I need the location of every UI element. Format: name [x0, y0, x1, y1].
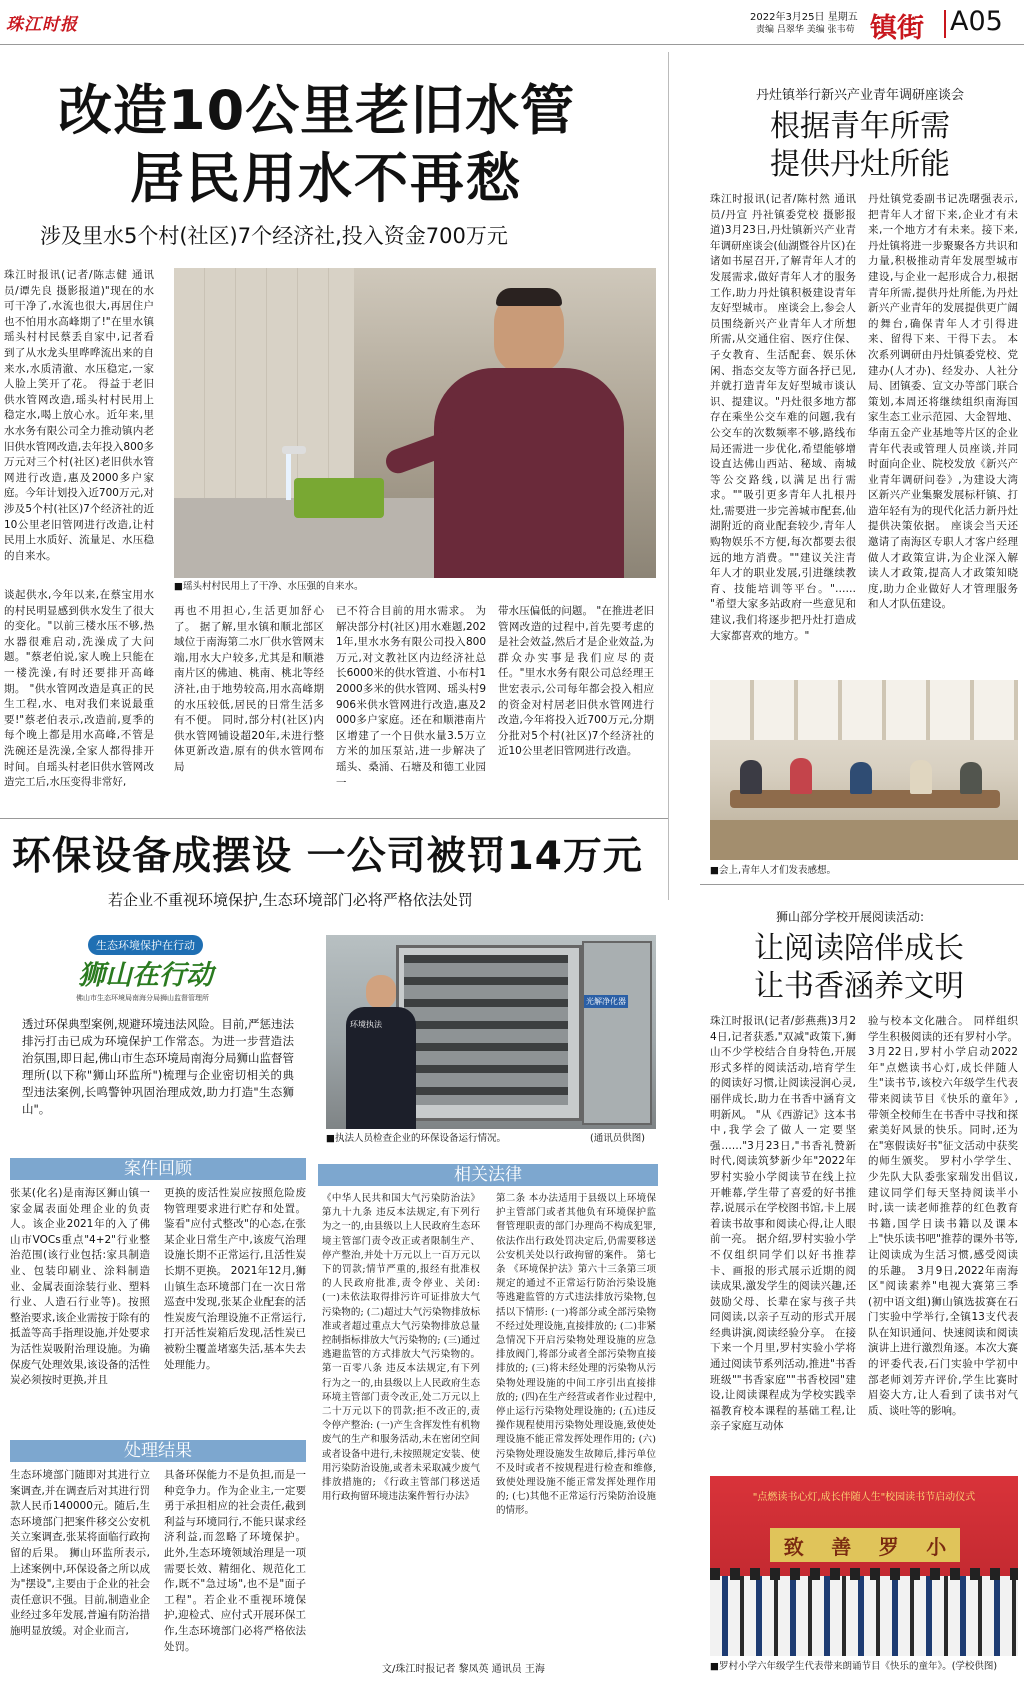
main-photo-caption: ■瑶头村村民用上了干净、水压强的自来水。	[174, 581, 364, 592]
meeting-photo	[710, 680, 1018, 860]
inspection-photo-caption: ■执法人员检查企业的环保设备运行情况。	[326, 1133, 506, 1144]
main-article-bottom-rule	[0, 818, 668, 819]
reading-col2: 验与校本文化融合。 同样组织学生积极阅读的还有罗村小学。3月22日,罗村小学启动2022年"点燃读书心灯,成长伴随人生"读书节,该校六年级学生代表带来阅读节目《快乐的童年》,带领全校师生在书香中寻找和探索美好风景的快乐。同时,还为在"寒假读好书"征文活动中获奖的师生颁奖。 罗村小学学生、少先队大队委张家瑞发出倡议,建议同学们每天坚持阅读半小时,读一读老师推荐的红色教育书籍,国学日读书籍以及课本上"快乐读书吧"推荐的课外书等,让阅读成为生活习惯,感受阅读的乐趣。 3月9日,2022年南海区"阅读素养"电视大赛第三季(初中语文组)狮山镇选拔赛在石门实验中学举行,全镇13支代表队在知识通问、快速阅读和阅读演讲上进行激烈角逐。本次大赛的评委代表,石门实验中学初中部老师刘芳卉评价,学生比赛时眉姿大方,让人看到了读书对气质、谈吐等的影响。	[868, 1015, 1018, 1417]
reading-col1: 珠江时报讯(记者/彭燕燕)3月24日,记者获悉,"双减"政策下,狮山不少学校结合自身特色,开展形式多样的阅读活动,培育学生的阅读好习惯,让阅读浸润心灵,丽伴成长,助力在书香中涵育文明新风。 "从《西游记》这本书中,我学会了做人一定要坚强……"3月23日,"书香礼赞新时代,阅读筑梦新少年"2022年罗村实验小学阅读节在线上拉开帷幕,学生带了喜爱的好书推荐,说展示在学校图书馆,卡上展着读书故事和阅读心得,让人眼前一亮。 据介绍,罗村实验小学不仅组织同学们以好书推荐卡、画报的形式展示近期的阅读成果,激发学生的阅读兴趣,还鼓励父母、长辈在家与孩子共同阅读,以亲子互动的形式开展经典讲演,阅读经验分享。 在接下来一个月里,罗村实验小学将通过阅读节系列活动,推进"书香班级""书香家庭""书香校园"建设,让阅读课程成为学校实践幸福教育校本课程的基础工程,让亲子家庭互动体	[710, 1015, 856, 1433]
issue-editors: 责编 吕翠华 美编 张韦苟	[756, 25, 855, 35]
inspector-vest-label: 环境执法	[350, 1020, 382, 1029]
green-basket	[294, 478, 384, 518]
attendee-4	[910, 760, 932, 794]
main-article-col2: 再也不用担心,生活更加舒心了。 据了解,里水镇和顺北部区域位于南海第二水厂供水管网末端,用水大户较多,尤其是和顺港南片区的佛迪、桃南、桃北等经济社,由于地势较高,用水高峰期的水压较低,居民的日常生活多有不便。 同时,部分村(社区)内供水管网铺设超20年,未进行整体更新改造,原有的供水管网布局	[174, 605, 324, 773]
env-byline: 文/珠江时报记者 黎凤英 通讯员 王海	[382, 1664, 545, 1675]
main-subheadline: 涉及里水5个村(社区)7个经济社,投入资金700万元	[40, 224, 508, 248]
law-col2: 第二条 本办法适用于县级以上环境保护主管部门或者其他负有环境保护监督管理职责的部门办理尚不构成犯罪,依法作出行政处罚决定后,仍需要移送公安机关处以行政拘留的案件。 第七条 《环境保护法》第六十三条第三项规定的通过不正常运行防治污染设施等逃避监管的方式违法排放污染物,包括以下情形: (一)将部分或全部污染物不经过处理设施,直接排放的; (二)非紧急情况下开启污染物处理设施的应急排放阀门,将部分或者全部污染物直接排放的; (三)将未经处理的污染物从污染物处理设施的中间工序引出直接排放的; (四)在生产经营或者作业过程中,停止运行污染物处理设施的; (五)违反操作规程使用污染物处理设施,致使处理设施不能正常发挥处理作用的; (六)污染物处理设施发生故障后,排污单位不及时或者不按规程进行检查和维修,致使处理设施不能正常发挥处理作用的; (七)其他不正常运行污染防治设施的情形。	[496, 1193, 656, 1517]
case-review-col2: 更换的废活性炭应按照危险废物管理要求进行贮存和处置。 鉴看"应付式整改"的心态,在张某企业日常生产中,该废气治理设施长期不正常运行,且活性炭长期不更换。 2021年12月,狮山镇生态环境部门在一次日常巡查中发现,张某企业配套的活性炭废气治理设施不正常运行,打开活性炭箱后发现,活性炭已被粉尘覆盖堵塞失活,基本失去处理能力。	[164, 1187, 306, 1371]
badge-main-label: 狮山在行动	[78, 960, 213, 991]
column-divider	[668, 52, 669, 900]
board-char-3: 罗	[878, 1534, 899, 1559]
students-heads	[710, 1568, 1018, 1580]
main-article-col4: 带水压偏低的问题。 "在推进老旧管网改造的过程中,首先要考虑的是社会效益,然后才是企业效益,为群众办实事是我们应尽的责任。"里水水务有限公司总经理王世宏表示,公司每年都会投入相应的资金对村居老旧供水管网进行改造,今年将投入近700万元,分期分批对5个村(社区)7个经济社的近10公里老旧管网进行改造。	[498, 605, 654, 758]
reading-stage-photo	[710, 1476, 1018, 1656]
right-article1-col1: 珠江时报讯(记者/陈村然 通讯员/丹宣 丹社镇委党校 摄影报道)3月23日,丹灶镇新兴产业青年调研座谈会(仙湖暨谷片区)在诸如书屋召开,了解青年人才的发展需求,做好青年人才的服务工作,助力丹灶镇积极建设青年友好型城市。 座谈会上,参会人员围绕新兴产业青年人才所想所需,从交通住宿、医疗住保、子女教育、生活配套、娱乐休闲、指态交友等方面各抒已见,并就打造青年友好型城市谈认识、提建议。"丹灶很多地方都存在乘坐公交车难的问题,我有公交车的次数频率不够,路线布局还需进一步优化,希望能够增设直达佛山西站、秘域、南城等公交路线,以满足出行需求。""吸引更多青年人扎根丹灶,需要进一步完善城市配套,仙湖附近的商业配套较少,青年人购物娱乐不方便,每次都要去很远的地方消费。""建议关注青年人才的职业发展,引进继续教育、技能培训等平台。"…… "希望大家多站政府一些意见和建议,我们将逐步把丹灶打造成大家都喜欢的地方。"	[710, 193, 856, 642]
meeting-floor	[710, 820, 1018, 860]
reading-headline2: 让书香涵养文明	[754, 969, 964, 1004]
attendee-1	[740, 760, 762, 794]
case-review-col1: 张某(化名)是南海区狮山镇一家金属表面处理企业的负责人。该企业2021年的入了佛山市VOCs重点"4+2"行业整治范围(该行业包括:家具制造业、包装印刷业、涂料制造业、金属表面涂装行业、塑料行业、人造石行业等)。按照整治要求,该企业需按于除有的抵盖等高手指理设施,并处要求为活性炭吸附治理设施。为确保废气处理效果,该设备的活性炭必须按时更换,并且	[10, 1187, 150, 1387]
env-subheadline: 若企业不重视环境保护,生态环境部门必将严格依法处罚	[108, 891, 473, 909]
case-review-bar: 案件回顾	[10, 1158, 306, 1180]
main-article-col3: 已不符合目前的用水需求。 为解决部分村(社区)用水难题,2021年,里水水务有限公司投入800万元,对文教社区内边经济社总长6000米的供水管道、小布村12000多米的供水管网、瑶头村9906米供水管网进行改造,惠及2000多户家庭。还在和顺港南片区增建了一个日供水量3.5万立方米的加压泵站,进一步解决了瑶头、桑涌、石塘及和德工业园一	[336, 605, 486, 789]
main-article-col1: 珠江时报讯(记者/陈志健 通讯员/谭先良 摄影报道)"现在的水可干净了,水流也很大,再居住户也不怕用水高峰期了!"在里水镇瑶头村村民蔡丢自家中,记者看到了从水龙头里哗哗流出来的自来水,水质清澈、水压稳定,一家人脸上笑开了花。 得益于老旧供水管网改造,瑶头村村民用上稳定水,喝上放心水。近年来,里水水务有限公司全力推动镇内老旧供水管网改造,去年投入800多万元对三个村(社区)老旧供水管网进行改造,惠及2000多户家庭。今年计划投入近700万元,对涉及5个村(社区)7个经济社的近10公里老旧管网进行改造,让村民用上水质好、流量足、水压稳的自来水。	[4, 269, 154, 562]
main-headline-line2: 居民用水不再愁	[130, 147, 522, 210]
reading-kicker: 狮山部分学校开展阅读活动:	[776, 910, 925, 924]
right-article1-col2: 丹灶镇党委副书记冼曙强表示,把青年人才留下来,企业才有未来,一个地方才有未来。接下来,丹灶镇将进一步聚聚各方共识和力量,积极推动青年发展型城市建设,与企业一起形成合力,根据青年所需,提供丹灶所能,为丹灶新兴产业青年的发展提供更广阔的舞台,确保青年人才引得进来、留得下来、干得下去。 本次系列调研由丹灶镇委党校、党建办(人才办)、经发办、人社分局、团镇委、宣文办等部门联合策划,本周还将继续组织南海国家生态工业示范园、大金智地、华南五金产业基地等片区的企业青年代表或管理人员座谈,并同时面向企业、院校发放《新兴产业青年调研问卷》,为建设大湾区新兴产业集聚发展标杆镇、打造年轻有为的现代化活力新丹灶提供决策依据。 座谈会当天还邀请了南海区专职人才客户经理做人才政策宣讲,为企业深入解读人才政策,提高人才政策知晓度,助力企业做好人才管理服务和人才队伍建设。	[868, 193, 1018, 611]
attendee-5	[960, 762, 982, 794]
masthead-rule	[0, 44, 1024, 45]
section-title: 镇街	[870, 13, 924, 44]
stage-banner: "点燃读书心灯,成长伴随人生"校园读书节启动仪式	[752, 1492, 976, 1503]
env-intro: 透过环保典型案例,规避环境违法风险。目前,严惩违法排污打击已成为环境保护工作常态。为进一步营造法治氛围,即日起,佛山市生态环境局南海分局狮山监督管理所(以下称"狮山环监所")梳理与企业密切相关的典型违法案例,长鸣警钟巩固治理成效,助力打造"生态狮山"。	[22, 1017, 294, 1116]
section-divider	[944, 10, 946, 38]
issue-date: 2022年3月25日 星期五	[750, 12, 858, 23]
water-stream	[286, 454, 291, 500]
inspector-figure	[346, 975, 416, 1129]
attendee-2	[790, 758, 812, 794]
result-col1: 生态环境部门随即对其进行立案调查,并在调查后对其进行罚款人民币140000元。随后,生态环境部门把案件移交公安机关立案调查,张某将面临行政拘留的后果。 狮山环监所表示,上述案例中,环保设备之所以成为"摆设",主要由于企业的社会责任意识不强。目前,制造业企业经过多年发展,普遍有防治措施明显放缓。对企业而言,	[10, 1469, 150, 1637]
right-article1-kicker: 丹灶镇举行新兴产业青年调研座谈会	[756, 88, 965, 103]
right-article1-headline2: 提供丹灶所能	[770, 147, 950, 182]
result-col2: 具备环保能力不是负担,而是一种竞争力。作为企业主,一定要勇于承担相应的社会责任,截到利益与环境同行,不能只谋求经济利益,而忽略了环境保护。 此外,生态环境领域治理是一项需要长效、精细化、规范化工作,既不"急过场",也不是"面子工程"。若企业不重视环境保护,迎检式、应付式开展环保工作,生态环境部门必将严格依法处罚。	[164, 1469, 306, 1653]
board-char-1: 致	[783, 1534, 804, 1559]
inspection-photo-credit: (通讯员供图)	[590, 1133, 645, 1144]
paper-logo: 珠江时报	[6, 15, 78, 35]
right-article1-headline1: 根据青年所需	[770, 109, 950, 144]
main-photo	[174, 268, 656, 578]
lion-mountain-badge	[68, 935, 248, 1007]
students-row	[710, 1576, 1018, 1656]
result-bar: 处理结果	[10, 1440, 306, 1462]
reading-photo-caption: ■罗村小学六年级学生代表带来朗诵节目《快乐的童年》。(学校供图)	[710, 1661, 998, 1672]
inspection-photo	[326, 935, 656, 1129]
faucet	[282, 446, 306, 454]
machine-label: 光解净化器	[586, 997, 626, 1006]
reading-headline1: 让阅读陪伴成长	[754, 931, 964, 966]
env-headline: 环保设备成摆设 一公司被罚14万元	[12, 834, 643, 879]
meeting-windows	[710, 680, 1018, 740]
main-article-col1b: 谈起供水,今年以来,在蔡宝用水的村民明显感到供水发生了很大的变化。"以前三楼水压不够,热水器很难启动,洗澡成了大问题。"蔡老伯说,家人晚上只能在一楼洗澡,有时还要排开高峰期。 "供水管网改造是真正的民生工程,水、电对我们来说最重要!"蔡老伯表示,改造前,夏季的每个晚上都是用水高峰,不管是洗碗还是洗澡,全家人都得排开时间。自瑶头村老旧供水管网改造完工后,水压变得非常好,	[4, 589, 154, 789]
resident-figure	[434, 288, 624, 578]
badge-top-label: 生态环境保护在行动	[88, 935, 203, 955]
attendee-3	[850, 762, 872, 794]
cabinet-shelves	[404, 955, 568, 1105]
board-char-4: 小	[926, 1534, 947, 1559]
law-col1: 《中华人民共和国大气污染防治法》 第九十九条 违反本法规定,有下列行为之一的,由县级以上人民政府生态环境主管部门责令改正或者限制生产、停产整治,并处十万元以上一百万元以下的罚款;情节严重的,报经有批准权的人民政府批准,责令停业、关闭: (一)未依法取得排污许可证排放大气污染物的; (二)超过大气污染物排放标准或者超过重点大气污染物排放总量控制指标排放大气污染物的; (三)通过逃避监管的方式排放大气污染物的。 第一百零八条 违反本法规定,有下列行为之一的,由县级以上人民政府生态环境主管部门责令改正,处二万元以上二十万元以下的罚款;拒不改正的,责令停产整治: (一)产生含挥发性有机物废气的生产和服务活动,未在密闭空间或者设备中进行,未按照规定安装、使用污染防治设施,或者未采取减少废气排放措施的; 《行政主管部门移送适用行政拘留环境违法案件暂行办法》	[322, 1193, 480, 1503]
stage-board	[770, 1528, 960, 1562]
badge-sub-label: 佛山市生态环境局南海分局狮山监督管理所	[76, 994, 209, 1002]
main-headline-line1: 改造10公里老旧水管	[58, 79, 576, 142]
law-bar: 相关法律	[318, 1164, 658, 1186]
meeting-photo-caption: ■会上,青年人才们发表感想。	[710, 865, 836, 876]
board-char-2: 善	[831, 1534, 852, 1559]
right-section-rule	[700, 884, 1024, 885]
open-cabinet-door	[582, 941, 652, 1125]
page-number: A05	[950, 6, 1003, 37]
